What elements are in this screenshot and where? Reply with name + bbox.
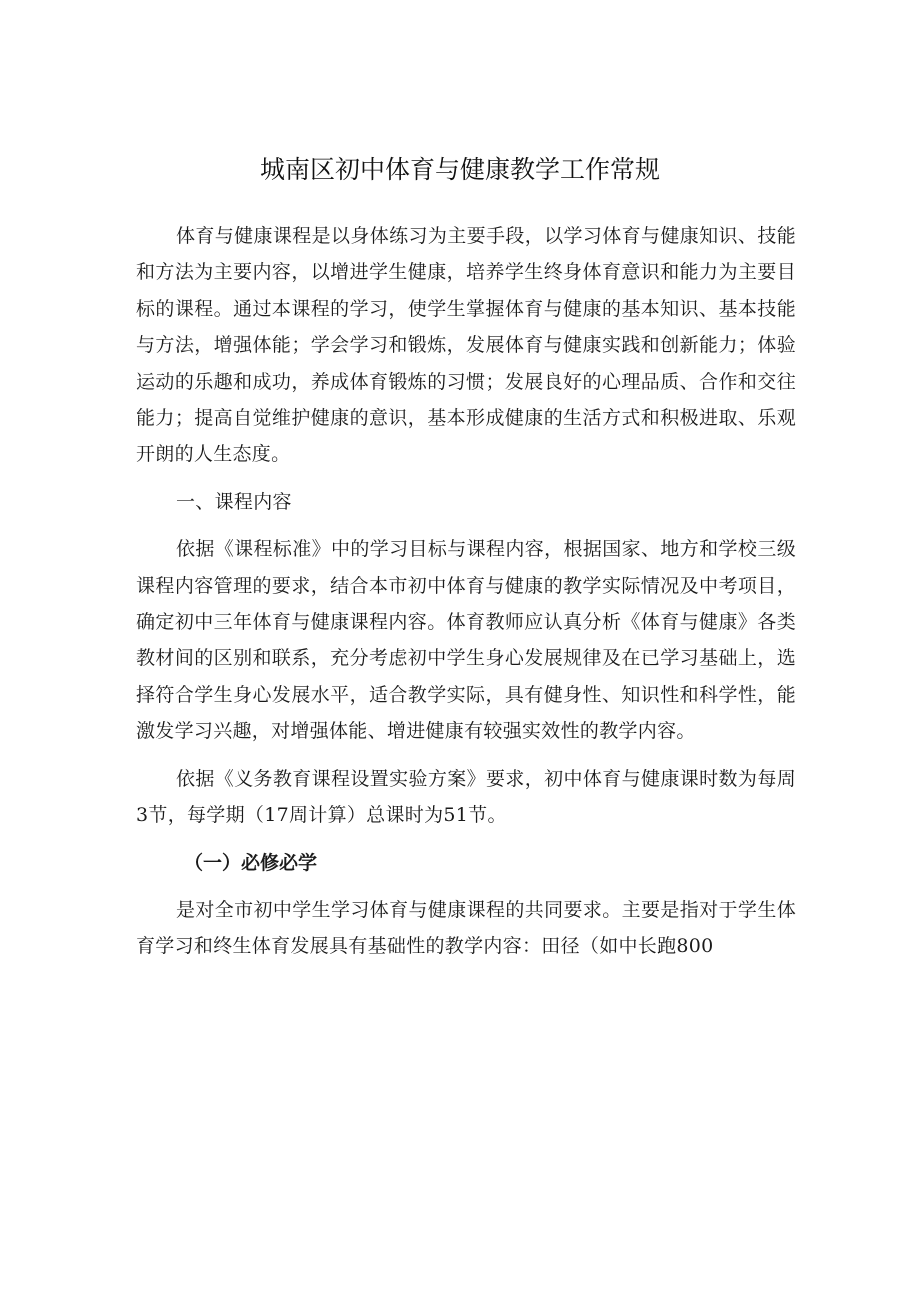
subsection-paragraph: 是对全市初中学生学习体育与健康课程的共同要求。主要是指对于学生体育学习和终生体育发展具有基础性的教学内容：田径（如中长跑800 [136,898,796,958]
document-title: 城南区初中体育与健康教学工作常规 [259,155,660,184]
subsection-heading-required: （一）必修必学 [184,851,318,874]
intro-paragraph: 体育与健康课程是以身体练习为主要手段，以学习体育与健康知识、技能和方法为主要内容，以增进学生健康，培养学生终身体育意识和能力为主要目标的课程。通过本课程的学习，使学生掌握体育与健康的基本知识、基本技能与方法，增强体能；学会学习和锻炼，发展体育与健康实践和创新能力；体验运动的乐趣和成功，养成体育锻炼的习惯；发展良好的心理品质、合作和交往能力；提高自觉维护健康的意识，基本形成健康的生活方式和积极进取、乐观开朗的人生态度。 [136,225,796,466]
document-body [136,218,796,976]
section-paragraph-2: 依据《义务教育课程设置实验方案》要求，初中体育与健康课时数为每周3节，每学期（17周计算）总课时为51节。 [136,767,796,827]
section-heading-course-content: 一、课程内容 [176,490,292,513]
section-paragraph-1: 依据《课程标准》中的学习目标与课程内容，根据国家、地方和学校三级课程内容管理的要求，结合本市初中体育与健康的教学实际情况及中考项目，确定初中三年体育与健康课程内容。体育教师应认真分析《体育与健康》各类教材间的区别和联系，充分考虑初中学生身心发展规律及在已学习基础上，选择符合学生身心发展水平，适合教学实际，具有健身性、知识性和科学性，能激发学习兴趣，对增强体能、增进健康有较强实效性的教学内容。 [136,538,796,743]
